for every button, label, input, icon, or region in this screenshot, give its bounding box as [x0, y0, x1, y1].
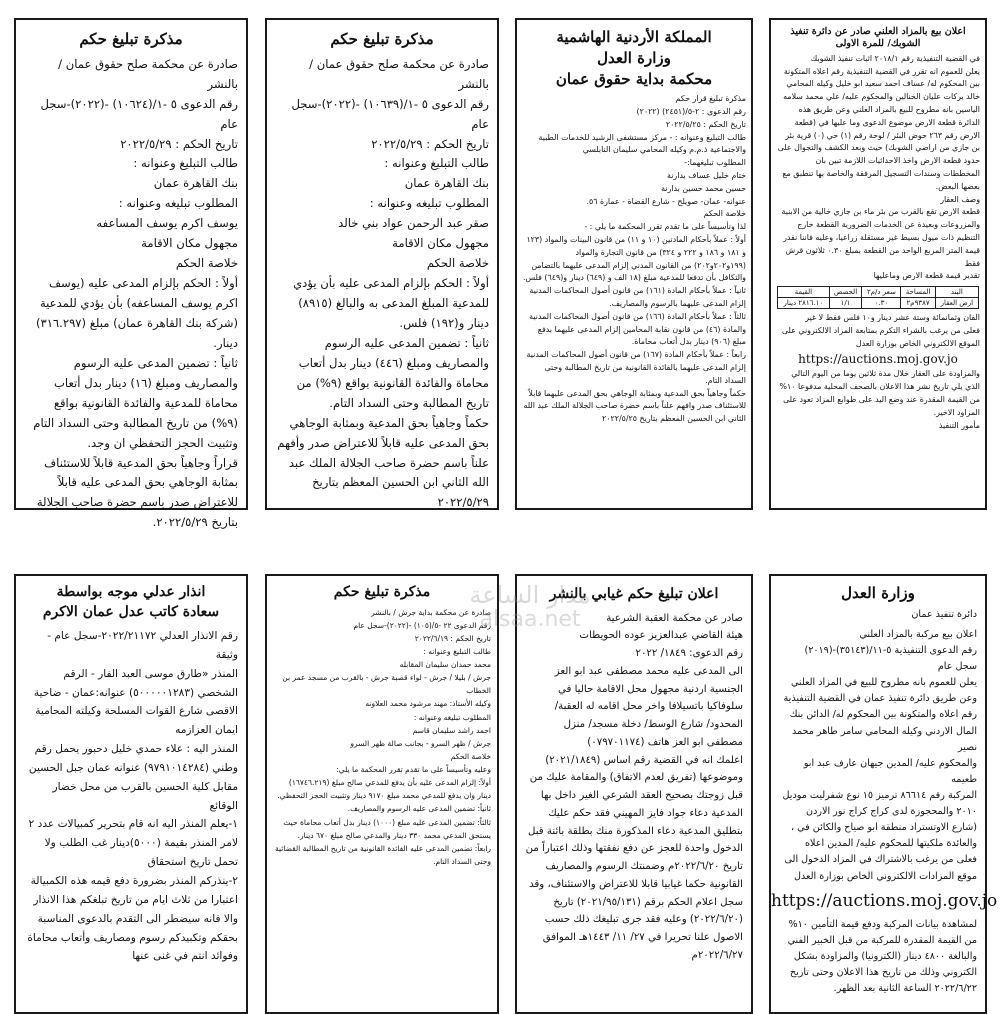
table-header-cell: سعر د/م٢ — [862, 287, 901, 298]
notice-body-2: الفان وثمانمائة وستة عشر دينار و١٠ فلس فقط لا غير فعلى من يرغب بالشراء التكرم بمتابعة المزاد الالكتروني على الموقع الالكتروني الخاص بوزارة العدل — [781, 313, 980, 348]
notice-title: مذكرة تبليغ حكم — [79, 30, 183, 48]
table-cell: ٠.٣٠ — [862, 298, 901, 309]
table-cell: ارض العقار — [935, 298, 978, 309]
court-title: محكمة بداية حقوق عمان — [555, 69, 713, 88]
notice-body: صادرة عن محكمة صلح حقوق عمان / بالنشر رقم الدعوى ٥ -١/(١٠٦٢٤) -(٢٠٢٢)-سجل عام تاريخ الحكم : ٢٠٢٢/٥/٢٩ طالب التبليغ وعنوانه : بنك القاهرة عمان المطلوب تبليغه وعنوانه : يوسف اكرم يوسف المساعفه مجهول مكان الاقامة خلاصة الحكم أولاً : الحكم بإلزام المدعى عليه (يوسف اكرم يوسف المساعفه) بأن يؤدي للمدعية (شركة بنك القاهرة عمان) مبلغ (٣١٦.٢٩٧) دينار. ثانياً : تضمين المدعى عليه الرسوم والمصاريف ومبلغ (١٦) دينار بدل أتعاب محاماة للمدعية والفائدة القانونية بواقع (٩%) من تاريخ المطالبة وحتى السداد التام وتثبيت الحجز التحفظي ان وجد. قراراً وجاهياً بحق المدعية قابلاً للاستئناف بمثابة الوجاهي بحق المدعى عليه قابلاً للاعتراض صدر باسم حضرة صاحب الجلالة بتاريخ ٢٠٢٢/٥/٢٩. — [33, 56, 238, 530]
kingdom-court-notice — [515, 18, 753, 510]
notice-body: صادر عن محكمة العقبة الشرعية هيئة القاضي عبدالعزيز عوده الحويطات رقم الدعوى: ١٨٤٩/ ٢٠٢٢ الى المدعى عليه محمد مصطفى عبد ابو العز الجنسية اردنية مجهول محل الاقامة حاليا في سلوفاكيا باتسيلافا واخر محل اقامه له العقبة/ المحدود/ شارع الوسط/ دخلة مسجد/ منزل مصطفى ابو العز هاتف (٠٧٩٧٠١١٧٤) اعلمك انه في القضية رقم اساس (٢٠٢١/١٨٤٩) وموضوعها (تفريق لعدم الاتفاق) والمقامة عليك من قبل زوجتك بصحيح العقد الشرعي الغير داخل بها المدعية دعاء جواد فايز المهيني فقد حكم عليك بتطليق المدعية دعاء المذكورة منك بطلقة بائنة قبل الدخول واحدة للعجز عن دفع نفقتها وذلك اعتباراً من تاريخ ٢٠٢٢/٦/٢٠م وضمنتك الرسوم والمصاريف القانونية حكما غيابيا قابلا للاعتراض والاستئناف، وقد سجل اعلام الحكم برقم (٢٠٢١/٩٥/١٣١) تاريخ (٢٠٢٢/٦/٢٠) وعليه فقد جرى تبليغك ذلك حسب الاصول علنا تحريرا في ٢٧/ ١١/ ١٤٤٣هـ الموافق ٢٠٢٢/٦/٢٧م — [525, 612, 743, 961]
table-header-row — [778, 287, 979, 298]
notice-body: رقم الانذار العدلي ٢٠٢٢/٢١١٧٢-سجل عام - وثيقة المنذر «طارق موسى العبد الفار - الرقم الشخصي (٥٠٠٠٠٠١٢٨٣) عنوانه:عمان - ضاحية الاقصى شارع القوات المسلحة وكيلته المحامية ايمان العزازمه المنذر اليه : علاء حمدي خليل دحبور يحمل رقم وطني (٩٧٩١٠١٤٢٨٤) عنوانه عمان جبل الحسين مقابل كلية الحسين بالقرب من محل خضار الوقائع ١-يعلم المنذر اليه انه قام بتحرير كمبيالات عدد ٢ لامر المنذر بقيمة (٥٠٠٠)دينار غب الطلب ولا تحمل تاريخ استحقاق ٢-ينذركم المنذر بضرورة دفع قيمه هذه الكمبيالة اعتبارا من ثلاث ايام من تاريخ تبلغكم هذا الانذار والا فانه سيضطر الى التقدم بالدعوى المناسبة بحقكم وتكبيدكم رسوم ومصاريف وأتعاب محاماة وفوائد انتم في غنى عنها — [27, 630, 238, 963]
table-header-cell: الحصص — [829, 287, 862, 298]
notice-body: صادرة عن محكمة صلح حقوق عمان / بالنشر رقم الدعوى ٥ -١/(١٠٦٣٩) -(٢٠٢٢)-سجل عام تاريخ الحكم : ٢٠٢٢/٥/٢٩ طالب التبليغ وعنوانه : بنك القاهرة عمان المطلوب تبليغه وعنوانه : صقر عبد الرحمن عواد بني خالد مجهول مكان الاقامة خلاصة الحكم أولاً : الحكم بإلزام المدعى عليه بأن يؤدي للمدعية المبلغ المدعى به والبالغ (٨٩١٥) دينار و(١٩٢) فلس. ثانياً : تضمين المدعى عليه الرسوم والمصاريف ومبلغ (٤٤٦) دينار بدل أتعاب محاماة والفائدة القانونية بواقع (٩%) من تاريخ المطالبة وحتى السداد التام. حكماً وجاهياً بحق المدعية وبمثابة الوجاهي بحق المدعى عليه قابلاً للاعتراض صدر وأفهم علناً باسم حضرة صاحب الجلالة الملك عبد الله الثاني ابن الحسين المعظم بتاريخ ٢٠٢٢/٥/٢٩ — [277, 56, 489, 510]
table-header-cell: القيمة — [778, 287, 830, 298]
auction-notice — [769, 18, 987, 510]
watermark-arabic: مدار الساعة — [469, 581, 591, 609]
table-row — [778, 298, 979, 309]
warning-title: انذار عدلي موجه بواسطة — [56, 584, 206, 600]
absentee-judgment-notice — [515, 574, 753, 1014]
notice-body: اعلان بيع مركبة بالمزاد العلني رقم الدعوى التنفيذية ٥-١١/(٣٥١٤٣)-(٢٠١٩) سجل عام يعلن للعموم بانه مطروح للبيع في المزاد العلني وعن طريق دائرة تنفيذ عمان في القضية التنفيذية رقم اعلاه والمتكونة بين المحكوم له/ الدائن بنك المال الاردني وكيله المحامي سامر طاهر محمد نصير والمحكوم عليه/ المدين جيهان عارف عبد ابو طعيمه المركبة رقم ٨٦٦١٤ ترميز ١٥ نوع شفرليت موديل ٢٠١٠ والمحجوزة لدى كراج كراج نور الاردن (شارع الاوتستراد منطقة ابو صياح والكائن في ، والعائدة ملكيتها للمحكوم عليه/ المدين اعلاه فعلى من يرغب بالاشتراك في المزاد الدخول الى موقع المزادات الالكتروني الخاص بوزارة العدل — [782, 628, 977, 882]
notice-body-3: والمزاودة على العقار خلال مدة ثلاثين يوما من اليوم التالي الذي يلي تاريخ نشر هذا الاعلان بالصحف المحلية مدفوعا ١٠% من القيمة المقدرة عند وضع اليد على طوابع المزاد تعود على المزاود الاخير. مأمور التنفيذ — [779, 369, 980, 430]
notice-title: مذكرة تبليغ حكم — [330, 30, 434, 48]
notice-body-2: لمشاهدة بيانات المركبة ودفع قيمة التأمين ١٠% من القيمة المقدرة للمركبة من قبل الخبير الفني والبالغة ٤٨٠٠ دينار (الكترونيا) والمزاودة بشكل الكتروني وذلك من تاريخ هذا الاعلان وحتى تاريخ ٢٠٢٢/٦/٢٢ الساعة الثانية بعد الظهر. — [787, 918, 977, 995]
notice-title: مذكرة تبليغ حكم — [333, 584, 431, 600]
table-header-cell: البند — [935, 287, 978, 298]
warning-subtitle: سعادة كاتب عدل عمان الاكرم — [42, 603, 220, 620]
ministry-vehicle-auction — [769, 574, 998, 1014]
ministry-title: وزارة العدل — [597, 48, 671, 67]
valuation-table — [777, 286, 979, 309]
notice-title: اعلان بيع بالمزاد العلني صادر عن دائرة تنفيذ الشوبك/ للمرة الاولى — [790, 26, 966, 49]
notice-body: صادرة عن محكمة بداية جرش / بالنشر رقم الدعوى ٢٢ -٥/(١٠٥) -(٢٠٢٢)-سجل عام تاريخ الحكم : ٢٠٢٢/٦/١٩ طالب التبليغ وعنوانه : محمد حمدان سليمان المقابله جرش / بليلا / جرش - لواء قصبة جرش - بالقرب من مسجد عمر بن الخطاب وكيله الأستاذ: مهند مرشود محمد العلاونه المطلوب تبليغه وعنوانه : احمد راشد سليمان قاسم جرش / ظهر السرو - بجانب صالة ظهر السرو خلاصة الحكم وعليه وتأسيساً على ما تقدم تقرر المحكمة ما يلي: أولاً: إلزام المدعى عليه بأن يدفع للمدعي صالح مبلغ (١٦٧٤٦.٢١٩) دينار وان يدفع للمدعي محمد مبلغ ٩١٧٠ دينار وتثبيت الحجز التحفظي. ثانياً: تضمين المدعى عليه الرسوم والمصاريف. ثالثاً: تضمين المدعى عليه مبلغ (١٠٠٠) دينار بدل أتعاب محاماة حيث يستحق المدعي محمد ٣٣٠ دينار والمدعي صالح مبلغ ٦٧٠ دينار. رابعاً: تضمين المدعى عليه الفائدة القانونية من تاريخ المطالبة القضائية وحتى السداد التام. — [274, 607, 491, 866]
kingdom-title: المملكة الأردنية الهاشمية — [556, 28, 712, 46]
table-header-cell: المساحة — [901, 287, 935, 298]
legal-warning-notice — [14, 574, 248, 1014]
judgment-notice-a — [265, 18, 499, 510]
auction-url[interactable]: https://auctions.moj.gov.jo — [771, 890, 998, 911]
table-cell: ٢٨١٦.١٠ دينار — [778, 298, 830, 309]
notice-body: في القضية التنفيذية رقم ٢٠١٨/١ اثبات تنفيذ الشوبك يعلن للعموم انه تقرر في القضية التنفيذية رقم اعلاه المتكونة بين المحكوم له/ عساف احمد سعيد ابو خليل وكيله المحامي خالد بركات عليان الخنالين والمحكوم عليه/ علي محمد سلامه الياسين بانه مطروح للبيع بالمزاد العلني وعن طريق هذه الدائرة قطعة الارض موضوع الدعوى وما عليها في (قطعة الارض رقم ٢٦٣ حوض البئر / لوحة رقم (١) حي (٠) قرية بئر بن جازي من اراضي الشوبك) حيث وبعد الكشف والتجوال على حدود قطعة الارض واخذ الاحداثيات اللازمة تبين بان المخططات وسندات التسجيل المرفقة والخاصة بها تنطبق مع بعضها البعض. وصف العقار قطعة الارض تقع بالقرب من بئر ماء بن جازي خالية من الابنية والمزروعات وبعيدة عن الخدمات الضرورية القطعة خارج التنظيم ذات ميول بسيط غير مستقلة زراعيا، وعليه فاننا نقدر قيمة المتر المربع الواحد من القطعة بمبلغ ٠.٣٠ ثلاثون قرش فقط تقدير قيمة قطعة الارض وماعليها — [777, 53, 980, 281]
auction-url[interactable]: https://auctions.moj.gov.jo — [798, 352, 958, 367]
notice-body: مذكرة تبليغ قرار حكم رقم الدعوى : ٢-٥/(٢٤٥١) (٢٠٢٢) تاريخ الحكم : ٢٠٢٢/٥/٢٥ طالب التبليغ وعنوانه : - مركز مستشفى الرشيد للخدمات الطبية والاجتماعية ذ.م.م وكيله المحامي سليمان النابلسي المطلوب تبليغهما:- ختام خليل عساف بدارنة حسين محمد حسين بدارنة عنوانه- عمان- صويلح - شارع القضاة - عمارة ٥٦. خلاصة الحكم لذا وتأسيساً على ما تقدم تقرر المحكمة ما يلي : - أولاً : عملاً بأحكام المادتين (١٠ و ١١) من قانون البينات والمواد (١٢٣ و ١٨١ و ١٨٦ و ٢٢٢ و ٣٢٤) من قانون التجارة والمواد (١٩٩و٢٠٢و٢٠٢) من القانون المدني إلزام المدعى عليهما بالتضامن والتكافل بأن تدفعا للمدعية مبلغ (١٨ الف و (٦٤٩) دينار و(٦٤٩) فلس. ثانياً : عملاً بأحكام المادة (١٦١) من قانون أصول المحاكمات المدنية إلزام المدعى عليهما بالرسوم والمصاريف. ثالثاً : عملاً بأحكام المادة (١٦٦) من قانون أصول المحاكمات المدنية والمادة (٤٦) من قانون نقابة المحامين إلزام المدعى عليهما بدفع مبلغ (٩٠٦) دينار بدل أتعاب محاماة. رابعاً : عملاً بأحكام المادة (١٦٧) من قانون أصول المحاكمات المدنية إلزام المدعى عليهما بالفائدة القانونية من تاريخ المطالبة وحتى السداد التام. حكماً وجاهياً بحق المدعية وبمثابة الوجاهي بحق المدعى عليهما قابلاً للاستئناف صدر وافهم علناً باسم حضرة صاحب الجلالة الملك عبد الله الثاني ابن الحسين المعظم بتاريخ ٢٠٢٢/٥/٢٥ — [522, 94, 746, 424]
ministry-title: وزارة العدل — [841, 584, 915, 602]
jerash-judgment-notice — [265, 574, 499, 1014]
watermark-latin: alsaa.net — [479, 607, 581, 633]
ministry-subtitle: دائرة تنفيذ عمان — [911, 608, 977, 620]
table-cell: ٩٣٨٧م٢ — [901, 298, 935, 309]
table-cell: ١/١ — [829, 298, 862, 309]
judgment-notice-b — [14, 18, 248, 530]
notice-title: اعلان تبليغ حكم غيابي بالنشر — [549, 586, 719, 602]
